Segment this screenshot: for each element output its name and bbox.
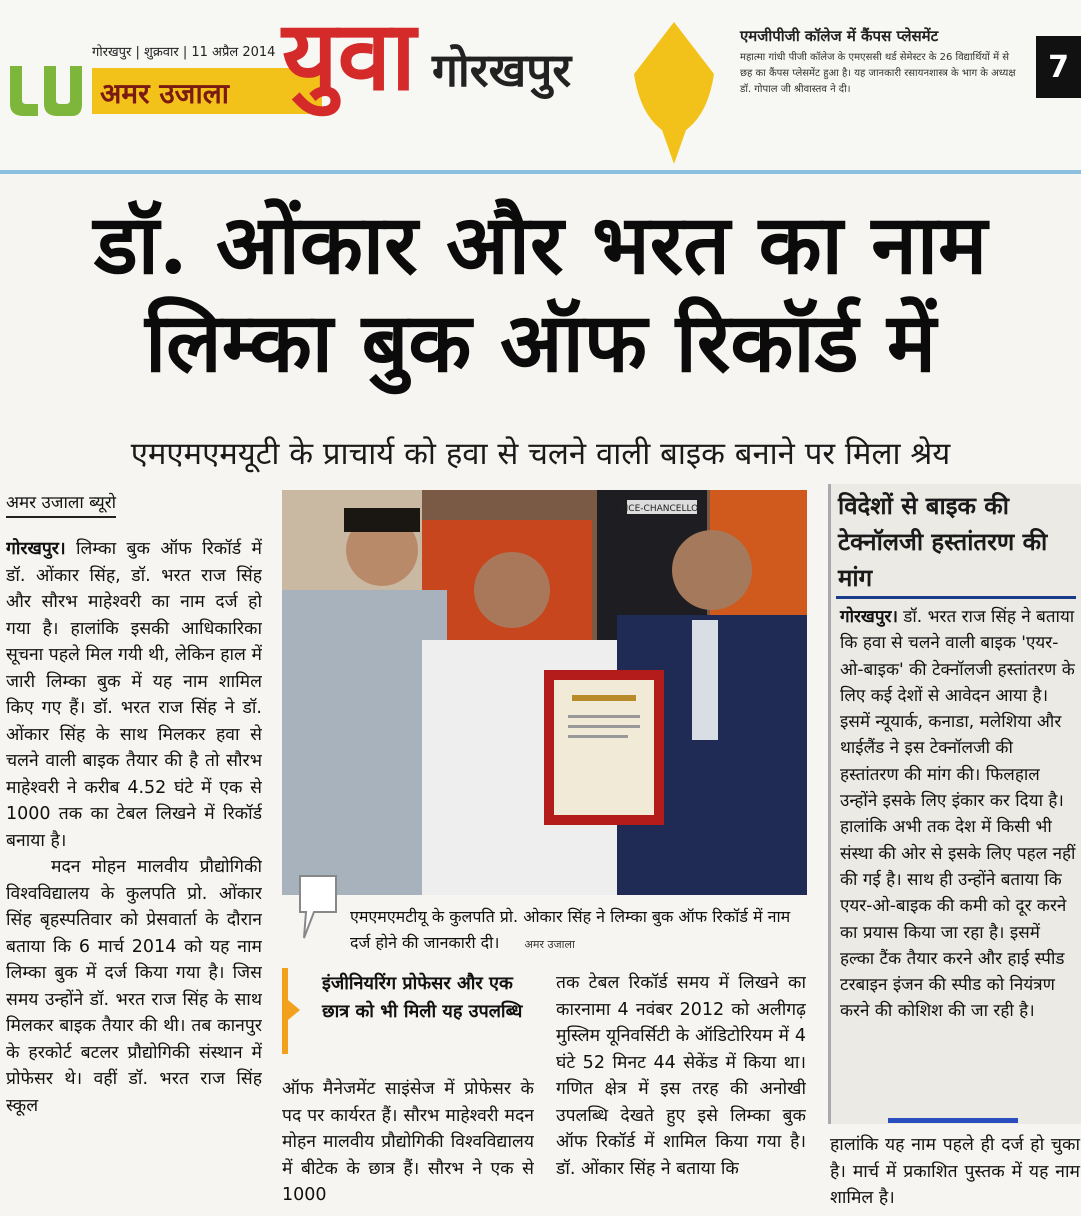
paragraph-1: लिम्का बुक ऑफ रिकॉर्ड में डॉ. ओंकार सिंह, डॉ. भरत राज सिंह और सौरभ माहेश्वरी का नाम दर्ज हो गया है। हालांकि इसकी आधिकारिका सूचना पहले मिल गयी थी, लेकिन हाल में जारी लिम्का बुक में यह नाम शामिल किए गए हैं। डॉ. भरत राज सिंह ने डॉ. ओंकार सिंह के साथ मिलकर हवा से चलने वाली बाइक तैयार की है तो सौरभ माहेश्वरी ने करीब 4.52 घंटे में एक से 1000 तक का टेबल लिखने में रिकॉर्ड बनाया है। (6, 539, 262, 851)
brand-name: अमर उजाला (100, 77, 229, 110)
byline: अमर उजाला ब्यूरो (6, 490, 116, 518)
photo-caption (350, 904, 802, 958)
sidebar-text (840, 604, 1076, 1025)
kite-icon (628, 18, 720, 168)
sidebar-bottom-rule (888, 1118, 1018, 1123)
sidebar-divider (836, 596, 1076, 599)
subhead-arrow-icon (288, 1000, 300, 1020)
headline-line-2: लिम्का बुक ऑफ रिकॉर्ड में (144, 295, 937, 391)
article-column-2: ऑफ मैनेजमेंट साइंसेज में प्रोफेसर के पद पर कार्यरत हैं। सौरभ माहेश्वरी मदन मोहन मालवीय प्रौद्योगिकी विश्वविद्यालय में बीटेक के छात्र हैं। सौरभ ने एक से 1000 (282, 1079, 534, 1205)
caption-bubble-icon (296, 872, 340, 942)
sidebar-title: विदेशों से बाइक की टेक्नॉलजी हस्तांतरण की मांग (838, 492, 1048, 592)
dateline: गोरखपुर | शुक्रवार | 11 अप्रैल 2014 (92, 45, 276, 60)
city-title: गोरखपुर (432, 43, 572, 97)
dateline-city: गोरखपुर। (6, 539, 66, 559)
article-column-4: हालांकि यह नाम पहले ही दर्ज हो चुका है। मार्च में प्रकाशित पुस्तक में यह नाम शामिल है। (830, 1135, 1080, 1208)
caption-text: एमएमएमटीयू के कुलपति प्रो. ओकार सिंह ने लिम्का बुक ऑफ रिकॉर्ड में नाम दर्ज होने की जानकारी दी। (350, 907, 791, 952)
page-number: 7 (1036, 36, 1081, 98)
news-photo (282, 490, 807, 895)
newspaper-logo-icon (4, 60, 84, 120)
subhead: इंजीनियरिंग प्रोफेसर और एक छात्र को भी मिली यह उपलब्धि (322, 973, 523, 1022)
paragraph-2: मदन मोहन मालवीय प्रौद्योगिकी विश्वविद्यालय के कुलपति प्रो. ओंकार सिंह बृहस्पतिवार को प्रेसवार्ता के दौरान बताया कि 6 मार्च 2014 को यह नाम लिम्का बुक में दर्ज किया गया है। जिस समय उन्होंने डॉ. भरत राज सिंह के साथ मिलकर बाइक तैयार की थी। तब कानपुर के हरकोर्ट बटलर प्रौद्योगिकी संस्थान में प्रोफेसर थे। वहीं डॉ. भरत राज सिंह स्कूल (6, 857, 262, 1116)
section-title: युवा (282, 0, 416, 112)
sidebar-dateline: गोरखपुर। (840, 607, 898, 627)
photo-credit: अमर उजाला (524, 938, 575, 951)
masthead-divider (0, 170, 1081, 174)
headline-line-1: डॉ. ओंकार और भरत का नाम (93, 197, 988, 293)
headline (0, 196, 1081, 392)
news-brief-title: एमजीपीजी कॉलेज में कैंपस प्लेसमेंट (740, 27, 939, 45)
sub-headline: एमएमएमयूटी के प्राचार्य को हवा से चलने वाली बाइक बनाने पर मिला श्रेय (130, 436, 951, 472)
article-column-3: तक टेबल रिकॉर्ड समय में लिखने का कारनामा 4 नवंबर 2012 को अलीगढ़ मुस्लिम यूनिवर्सिटी के ऑडिटोरियम में 4 घंटे 52 मिनट 44 सेकेंड में किया था। गणित क्षेत्र में इस तरह की अनोखी उपलब्धि देखते हुए इसे लिम्का बुक ऑफ रिकॉर्ड में शामिल किया गया है। डॉ. ओंकार सिंह ने बताया कि (556, 973, 806, 1179)
photo-illustration (282, 490, 807, 895)
photo-sign-text: VICE-CHANCELLOR (619, 504, 705, 514)
news-brief-text: महात्मा गांधी पीजी कॉलेज के एमएससी थर्ड सेमेस्टर के 26 विद्यार्थियों में से छह का कैंपस प्लेसमेंट हुआ है। यह जानकारी रसायनशास्त्र के भाग के अध्यक्ष डॉ. गोपाल जी श्रीवास्तव ने दी। (740, 52, 1016, 95)
news-brief (740, 26, 1020, 98)
sidebar-body: डॉ. भरत राज सिंह ने बताया कि हवा से चलने वाली बाइक 'एयर-ओ-बाइक' की टेक्नॉलजी हस्तांतरण के लिए कई देशों से आवेदन आया है। इसमें न्यूयार्क, कनाडा, मलेशिया और थाईलैंड ने इस टेक्नॉलजी की हस्तांतरण की मांग की। फिलहाल उन्होंने इसके लिए इंकार कर दिया है। हालांकि अभी तक देश में किसी भी संस्था की ओर से इसके लिए पहल नहीं की गई है। साथ ही उन्होंने बताया कि एयर-ओ-बाइक की कमी को दूर करने का प्रयास किया जा रहा है। इसमें हल्का टैंक तैयार करने और हाई स्पीड टरबाइन इंजन की स्पीड को नियंत्रण करने की कोशिश की जा रही है। (840, 607, 1076, 1022)
article-column-1 (6, 536, 262, 1216)
